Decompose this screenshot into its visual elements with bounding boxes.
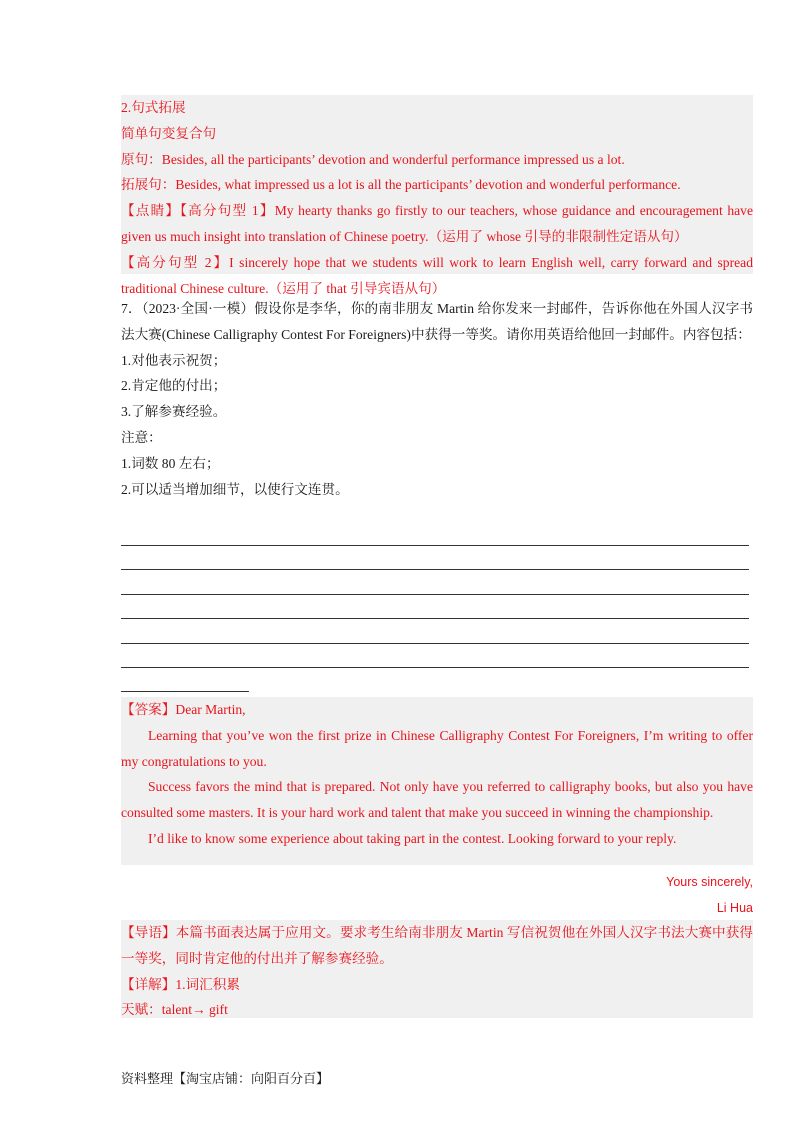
sentence-expansion-section xyxy=(121,95,753,296)
answer-signoff xyxy=(121,870,753,922)
section-subheading: 简单句变复合句 xyxy=(121,125,217,141)
answer-line xyxy=(121,569,749,570)
answer-line xyxy=(121,618,749,619)
highlight-sentence-1: 【点睛】【高分句型 1】My hearty thanks go firstly to our teachers, whose guidance and encouragement have given us much insight into translation of Chinese poetry.（运用了 whose 引导的非限制性定语从句） xyxy=(121,203,753,244)
note-item: 1.词数 80 左右； xyxy=(121,455,220,471)
question-item: 1.对他表示祝贺； xyxy=(121,352,227,368)
question-prompt: 7．（2023·全国·一模）假设你是李华，你的南非朋友 Martin 给你发来一封邮件，告诉你他在外国人汉字书法大赛(Chinese Calligraphy Contest For Foreigners)中获得一等奖。请你用英语给他回一封邮件。内容包括： xyxy=(121,301,753,342)
guide-intro: 【导语】本篇书面表达属于应用文。要求考生给南非朋友 Martin 写信祝贺他在外国人汉字书法大赛中获得一等奖，同时肯定他的付出并了解参赛经验。 xyxy=(121,925,753,966)
answer-paragraph-2: Success favors the mind that is prepared. Not only have you referred to calligraphy books, but also you have consulted some masters. It is your hard work and talent that make you succeed in winning the championship. xyxy=(121,779,753,821)
note-label: 注意： xyxy=(121,429,162,445)
answer-line xyxy=(121,643,749,644)
guide-section xyxy=(121,920,753,1018)
highlight-sentence-2: 【高分句型 2】I sincerely hope that we students will work to learn English well, carry forward and spread traditional Chinese culture.（运用了 that 引导宾语从句） xyxy=(121,254,753,296)
answer-line xyxy=(121,667,749,668)
page-footer: 资料整理【淘宝店铺：向阳百分百】 xyxy=(121,1072,330,1087)
question-7 xyxy=(121,296,753,502)
detail-label: 【详解】1.词汇积累 xyxy=(121,976,240,992)
expanded-sentence: 拓展句：Besides, what impressed us a lot is all the participants’ devotion and wonderful performance. xyxy=(121,177,681,193)
answer-signature: Li Hua xyxy=(716,900,753,915)
original-sentence: 原句：Besides, all the participants’ devotion and wonderful performance impressed us a lot. xyxy=(121,151,625,167)
answer-paragraph-1: Learning that you’ve won the first prize in Chinese Calligraphy Contest For Foreigners, I’m writing to offer my congratulations to you. xyxy=(121,727,753,769)
note-item: 2.可以适当增加细节，以使行文连贯。 xyxy=(121,481,349,497)
answer-line-short xyxy=(121,691,249,692)
section-heading: 2.句式拓展 xyxy=(121,100,186,115)
question-item: 3.了解参赛经验。 xyxy=(121,404,227,420)
answer-line xyxy=(121,545,749,546)
answer-closing: Yours sincerely, xyxy=(666,875,753,889)
answer-section xyxy=(121,697,753,865)
answer-salutation: 【答案】Dear Martin, xyxy=(121,702,246,717)
vocab-item: 天赋：talent→ gift xyxy=(121,1002,228,1018)
answer-paragraph-3: I’d like to know some experience about taking part in the contest. Looking forward to your reply. xyxy=(148,830,677,846)
question-item: 2.肯定他的付出； xyxy=(121,378,227,394)
answer-line xyxy=(121,594,749,595)
